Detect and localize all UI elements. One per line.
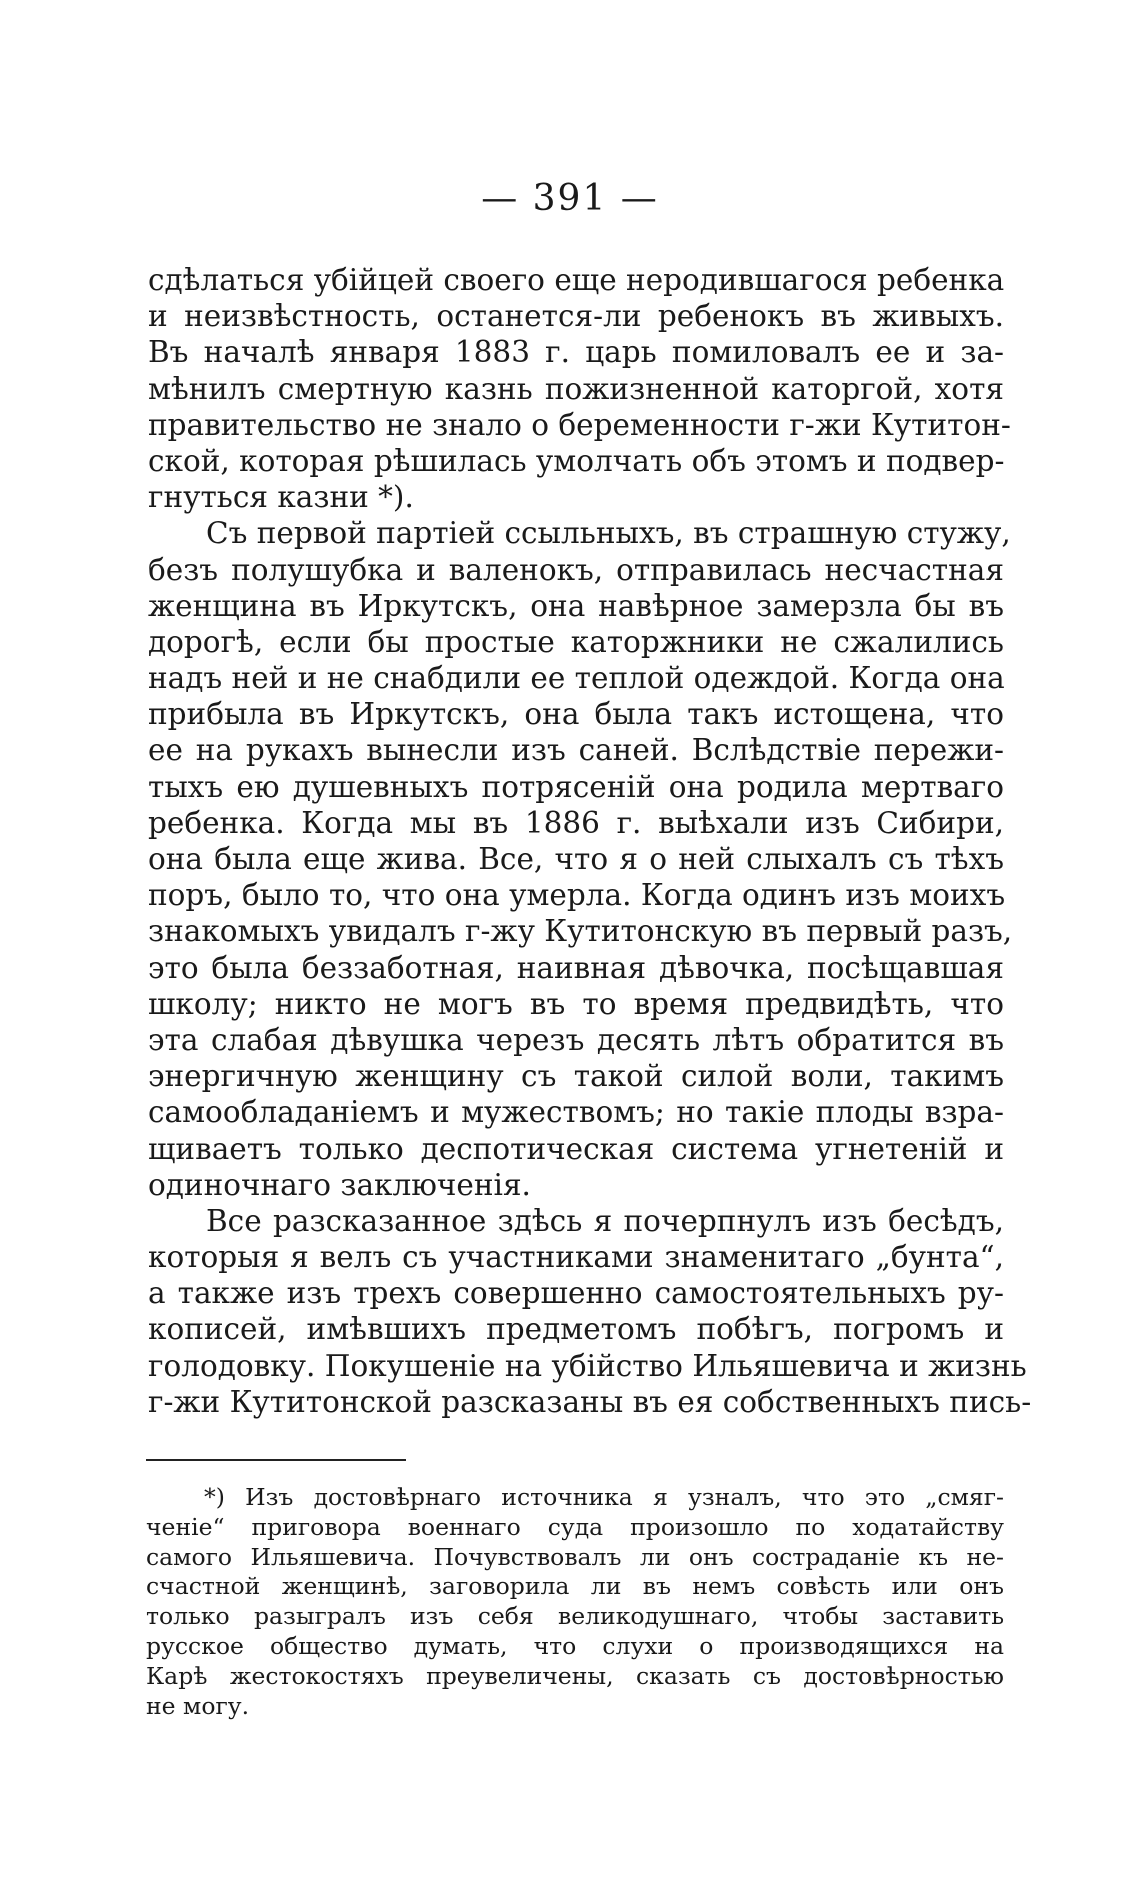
text-line: одиночнаго заключенія. [148, 1167, 531, 1202]
text-line: голодовку. Покушеніе на убійство Ильяшевича и жизнь [148, 1348, 1027, 1383]
page-number-header: — 391 — [481, 178, 659, 219]
paragraph [148, 262, 1011, 515]
text-line: Съ первой партіей ссыльныхъ, въ страшную стужу, [206, 516, 1011, 551]
text-line: кописей, имѣвшихъ предметомъ побѣгъ, погромъ и [148, 1312, 1004, 1347]
text-line: самообладаніемъ и мужествомъ; но такіе плоды взра- [148, 1095, 1004, 1130]
footnote-line: Карѣ жестокостяхъ преувеличены, сказать съ достовѣрностью [146, 1661, 1004, 1690]
paragraph [148, 515, 1013, 1203]
text-line: Все разсказанное здѣсь я почерпнулъ изъ бесѣдъ, [206, 1203, 1004, 1238]
text-line: женщина въ Иркутскъ, она навѣрное замерзла бы въ [148, 588, 1004, 623]
text-line: дорогѣ, если бы простые каторжники не сжалились [148, 624, 1004, 659]
text-line: и неизвѣстность, останется-ли ребенокъ въ живыхъ. [148, 299, 1004, 334]
text-line: г-жи Кутитонской разсказаны въ ея собственныхъ пись- [148, 1384, 1032, 1419]
text-line: это была беззаботная, наивная дѣвочка, посѣщавшая [148, 950, 1004, 985]
text-line: прибыла въ Иркутскъ, она была такъ истощена, что [148, 697, 1004, 732]
text-line: которыя я велъ съ участниками знаменитаго „бунта“, [148, 1240, 1004, 1275]
text-line: надъ ней и не снабдили ее теплой одеждой. Когда она [148, 661, 1005, 696]
text-line: правительство не знало о беременности г-жи Кутитон- [148, 407, 1011, 442]
footnote-separator [146, 1459, 406, 1461]
text-line: ее на рукахъ вынесли изъ саней. Вслѣдствіе пережи- [148, 733, 1004, 768]
text-line: сдѣлаться убійцей своего еще неродившагося ребенка [148, 263, 1005, 297]
footnote-line: не могу. [146, 1691, 250, 1720]
text-line: щиваетъ только деспотическая система угнетеній и [148, 1131, 1004, 1166]
footnote-line: счастной женщинѣ, заговорила ли въ немъ совѣсть или онъ [146, 1572, 1004, 1601]
text-line: а также изъ трехъ совершенно самостоятельныхъ ру- [148, 1276, 1004, 1311]
text-line: гнуться казни *). [148, 480, 414, 515]
text-line: поръ, было то, что она умерла. Когда одинъ изъ моихъ [148, 878, 1006, 913]
footnote-line: *) Изъ достовѣрнаго источника я узналъ, что это „смяг- [204, 1483, 1004, 1511]
text-line: Въ началѣ января 1883 г. царь помиловалъ ее и за- [148, 335, 1004, 370]
text-line: ской, которая рѣшилась умолчать объ этомъ и подвер- [148, 443, 1005, 478]
footnote-line: только разыгралъ изъ себя великодушнаго, чтобы заставить [146, 1602, 1004, 1631]
footnote-line: русское общество думать, что слухи о производящихся на [146, 1631, 1004, 1660]
footnote-line: самого Ильяшевича. Почувствовалъ ли онъ состраданіе къ не- [146, 1542, 1004, 1571]
text-line: ребенка. Когда мы въ 1886 г. выѣхали изъ Сибири, [148, 805, 1004, 840]
text-line: эта слабая дѣвушка черезъ десять лѣтъ обратится въ [148, 1022, 1004, 1057]
text-line: она была еще жива. Все, что я о ней слыхалъ съ тѣхъ [148, 842, 1004, 876]
text-line: безъ полушубка и валенокъ, отправилась несчастная [148, 552, 1004, 587]
footnote-line: ченіе“ приговора военнаго суда произошло по ходатайству [146, 1512, 1004, 1541]
footnote [146, 1483, 1004, 1721]
text-line: школу; никто не могъ въ то время предвидѣть, что [148, 986, 1004, 1021]
text-line: знакомыхъ увидалъ г-жу Кутитонскую въ первый разъ, [148, 914, 1013, 949]
paragraph [148, 1203, 1032, 1420]
text-line: энергичную женщину съ такой силой воли, такимъ [148, 1059, 1004, 1094]
text-line: тыхъ ею душевныхъ потрясеній она родила мертваго [148, 769, 1004, 804]
text-line: мѣнилъ смертную казнь пожизненной каторгой, хотя [148, 371, 1004, 406]
main-text [148, 262, 1032, 1420]
